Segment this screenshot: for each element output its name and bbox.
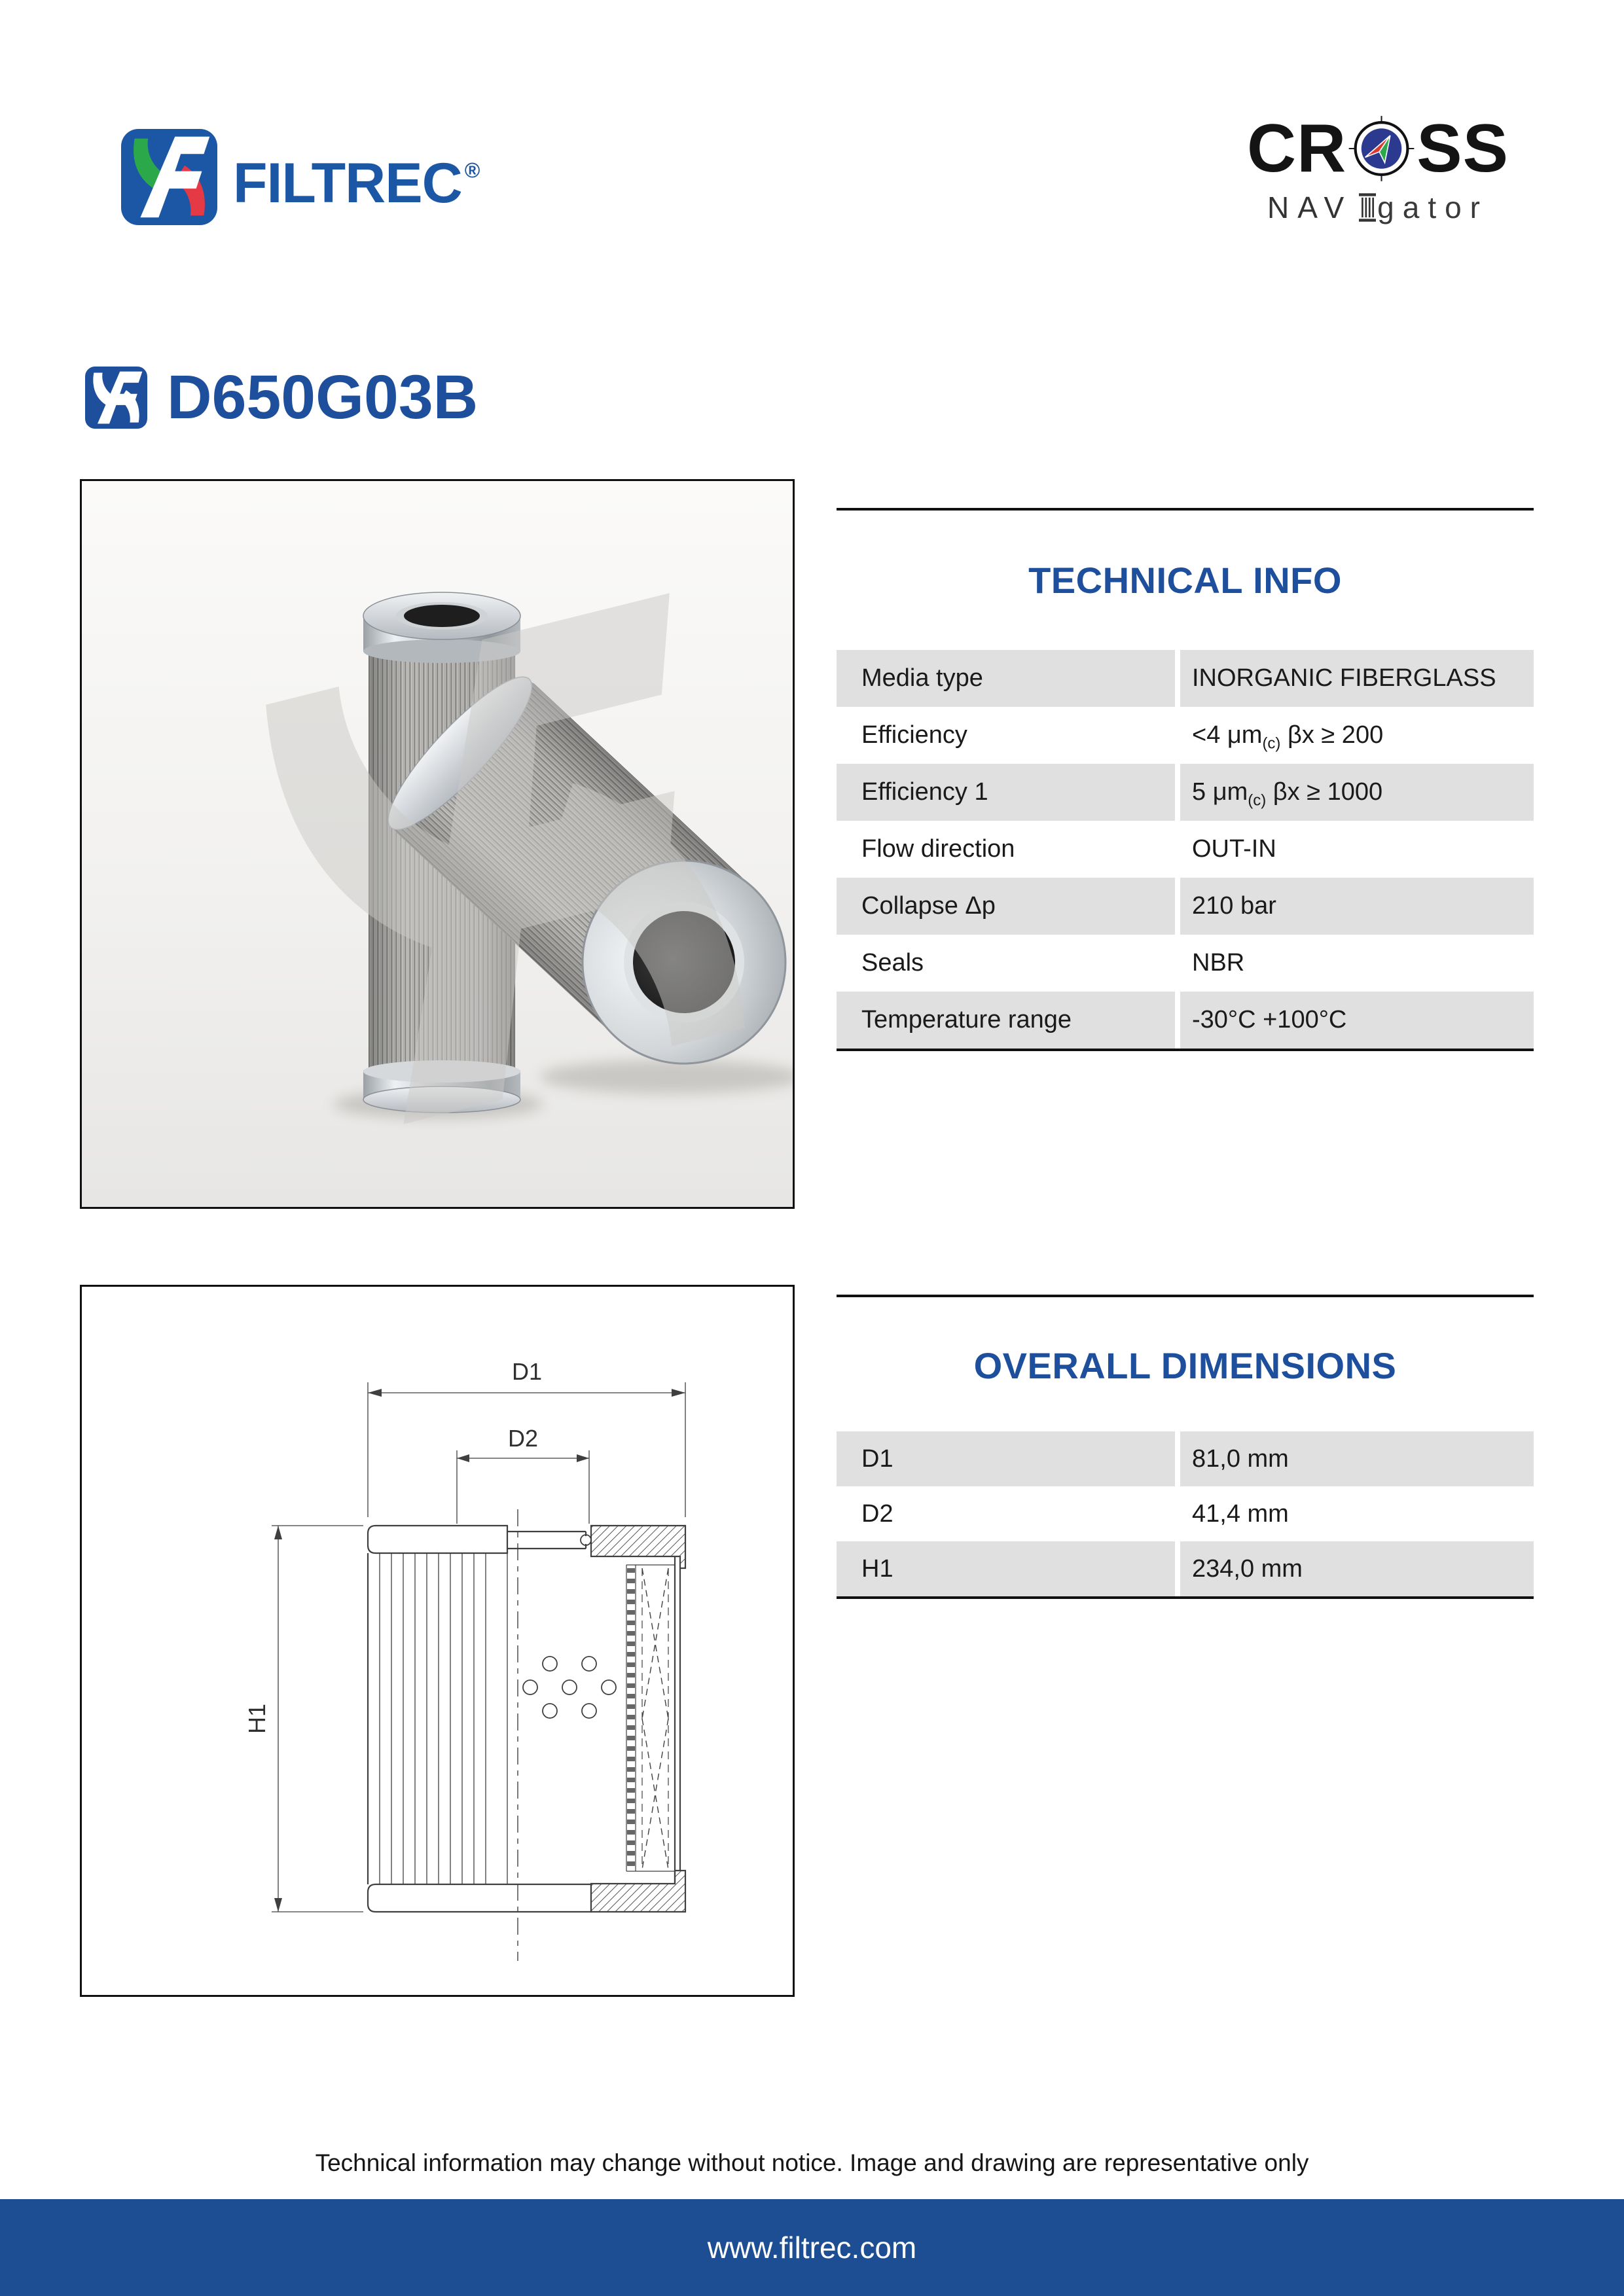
filter-cross-section <box>368 1509 685 1961</box>
row-value: INORGANIC FIBERGLASS <box>1180 650 1534 707</box>
row-value: 234,0 mm <box>1180 1541 1534 1596</box>
row-label: H1 <box>837 1541 1175 1596</box>
cross-text-left: CR <box>1247 110 1347 187</box>
technical-drawing <box>80 1285 795 1997</box>
cross-logo-line2 <box>1247 190 1509 225</box>
product-photo <box>80 479 795 1209</box>
row-value: 5 $\mu m_{(c)}$ βx ≥ 1000 <box>1180 764 1534 821</box>
filtrec-logo <box>121 122 479 232</box>
row-value: <4 $\mu m_{(c)}$ βx ≥ 200 <box>1180 707 1534 764</box>
dimensions-rule <box>837 1295 1534 1297</box>
row-value: OUT-IN <box>1180 821 1534 878</box>
table-row <box>837 707 1534 764</box>
row-label: D1 <box>837 1431 1175 1486</box>
dim-label-d1: D1 <box>511 1358 543 1385</box>
cross-text-right: SS <box>1416 110 1509 187</box>
product-f-mark-icon <box>85 367 147 429</box>
table-row <box>837 935 1534 992</box>
row-label: Media type <box>837 650 1175 707</box>
row-label: Efficiency <box>837 707 1175 764</box>
cross-logo-line1 <box>1247 110 1509 187</box>
dimension-lines <box>272 1382 685 1912</box>
row-label: Collapse Δp <box>837 878 1175 935</box>
footer-note: Technical information may change without notice. Image and drawing are representative only <box>315 2149 1309 2176</box>
row-label: Efficiency 1 <box>837 764 1175 821</box>
table-row <box>837 650 1534 707</box>
cross-navigator-logo <box>1247 110 1509 225</box>
footer-bar <box>0 2199 1624 2296</box>
gator-text: gator <box>1377 190 1489 224</box>
table-row <box>837 992 1534 1049</box>
column-icon <box>1359 192 1376 223</box>
row-label: Temperature range <box>837 992 1175 1049</box>
dim-label-h1: H1 <box>244 1703 270 1734</box>
row-value: -30°C +100°C <box>1180 992 1534 1049</box>
row-label: D2 <box>837 1486 1175 1541</box>
product-title-row <box>85 363 478 432</box>
table-row <box>837 1541 1534 1596</box>
compass-icon <box>1348 113 1415 184</box>
registered-mark: ® <box>464 158 480 182</box>
website-url: www.filtrec.com <box>707 2231 917 2265</box>
table-row <box>837 878 1534 935</box>
table-row <box>837 764 1534 821</box>
row-value: 41,4 mm <box>1180 1486 1534 1541</box>
nav-text: NAV <box>1267 190 1353 224</box>
row-label: Seals <box>837 935 1175 992</box>
table-row <box>837 1486 1534 1541</box>
table-row <box>837 821 1534 878</box>
dim-label-d2: D2 <box>507 1425 539 1452</box>
row-value: 81,0 mm <box>1180 1431 1534 1486</box>
dimensions-table <box>837 1431 1534 1599</box>
dimensions-title: OVERALL DIMENSIONS <box>973 1345 1397 1386</box>
filtrec-f-mark-icon <box>121 129 217 225</box>
row-value: NBR <box>1180 935 1534 992</box>
tech-info-rule <box>837 508 1534 511</box>
dimension-arrows <box>274 1389 685 1912</box>
tech-info-table <box>837 650 1534 1051</box>
row-value: 210 bar <box>1180 878 1534 935</box>
row-label: Flow direction <box>837 821 1175 878</box>
filtrec-wordmark: FILTREC ® <box>233 152 480 215</box>
tech-info-title: TECHNICAL INFO <box>1028 560 1342 601</box>
product-code: D650G03B <box>167 363 478 432</box>
table-row <box>837 1431 1534 1486</box>
